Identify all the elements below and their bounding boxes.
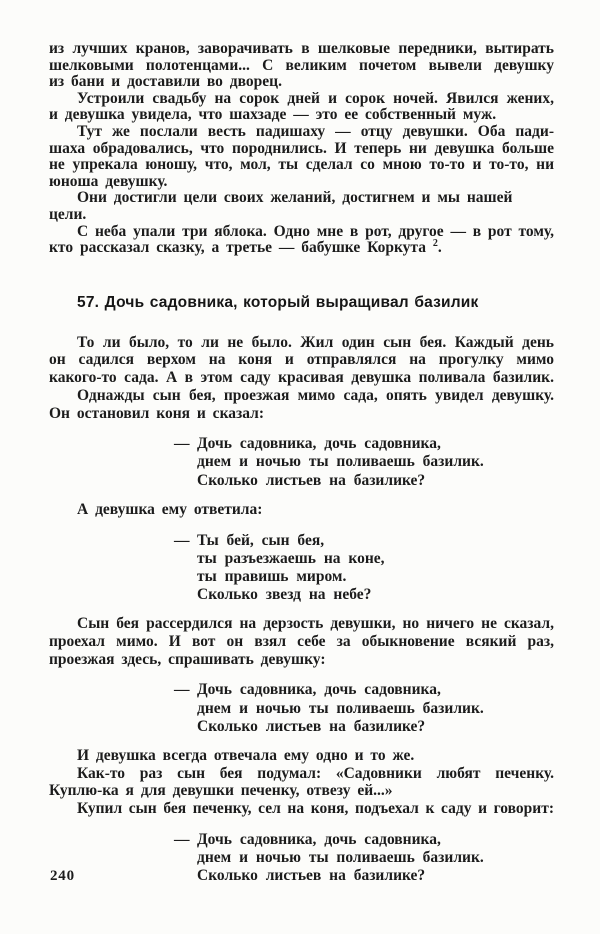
text-line: Устроили свадьбу на сорок дней и сорок ночей. Явился жених,: [77, 89, 554, 107]
verse-dash: —: [174, 681, 190, 699]
paragraph: [49, 91, 554, 124]
verse-stanza: [49, 532, 554, 605]
paragraph: [49, 41, 554, 91]
verse-line: ты правишь миром.: [197, 567, 347, 585]
text-line: Тут же послали весть падишаху — отцу девушки. Оба пади-: [77, 122, 554, 140]
verse-dash: —: [174, 435, 190, 453]
verse-line: днем и ночью ты поливаешь базилик.: [197, 699, 484, 717]
text-line: Однажды сын бея, проезжая мимо сада, опять увидел девушку.: [77, 386, 554, 404]
paragraph: [49, 190, 554, 223]
text-line: Он остановил коня и сказал:: [49, 404, 264, 422]
text-line: из бани и доставили во дворец.: [49, 73, 282, 91]
text-line: проезжая здесь, спрашивать девушку:: [49, 650, 326, 668]
paragraph: [49, 224, 554, 257]
verse-line: днем и ночью ты поливаешь базилик.: [197, 453, 484, 471]
verse-line: Сколько листьев на базилике?: [197, 717, 426, 735]
page-text-block: [49, 41, 554, 897]
footnote-marker: 2: [432, 237, 438, 249]
text-line: Как-то раз сын бея подумал: «Садовники любят печенку.: [77, 764, 554, 782]
text-line: То ли было, то ли не было. Жил один сын бея. Каждый день: [77, 333, 554, 351]
paragraph: [49, 765, 554, 800]
text-line: шаха обрадовались, что породнились. И теперь ни девушка больше: [49, 139, 554, 157]
verse-line: ты разъезжаешь на коне,: [197, 549, 385, 567]
text-line: и девушка увидела, что шахзаде — это ее собственный муж.: [49, 106, 497, 124]
verse-line: Ты бей, сын бея,: [197, 531, 325, 549]
text-line: он садился верхом на коня и отправлялся на прогулку мимо: [49, 351, 554, 369]
verse-line: днем и ночью ты поливаешь базилик.: [197, 849, 484, 867]
text-span: .: [437, 239, 442, 257]
text-line: А девушка ему ответила:: [77, 500, 263, 518]
text-line: Они достигли цели своих желаний, достигнем и мы нашей цели.: [49, 189, 513, 223]
paragraph: [49, 747, 554, 765]
verse-line: Дочь садовника, дочь садовника,: [197, 435, 441, 453]
story-heading: 57. Дочь садовника, который выращивал базилик: [77, 293, 479, 311]
text-line: Купил сын бея печенку, сел на коня, подъехал к саду и говорит:: [77, 800, 554, 818]
text-line: шелковыми полотенцами... С великим почетом вывели девушку: [49, 56, 554, 74]
text-line: Сын бея рассердился на дерзость девушки, но ничего не сказал,: [77, 615, 554, 633]
page-number: 240: [50, 868, 75, 884]
text-line-with-footnote: [49, 237, 554, 257]
verse-stanza: [49, 831, 554, 886]
paragraph: [49, 800, 554, 818]
text-line: из лучших кранов, заворачивать в шелковые передники, вытирать: [49, 40, 554, 57]
verse-dash: —: [174, 830, 190, 848]
text-line: юноша девушку.: [49, 172, 168, 190]
verse-line: Сколько листьев на базилике?: [197, 471, 426, 489]
paragraph: [49, 387, 554, 422]
paragraph: [49, 334, 554, 387]
verse-line: Дочь садовника, дочь садовника,: [197, 830, 441, 848]
verse-dash: —: [174, 531, 190, 549]
paragraph: [49, 501, 554, 519]
text-line: какого-то сада. А в этом саду красивая девушка поливала базилик.: [49, 369, 554, 387]
verse-line: Сколько листьев на базилике?: [197, 867, 426, 885]
text-line: не упрекала юношу, что, мол, ты сделал со мною то-то и то-то, ни: [49, 156, 554, 174]
verse-stanza: [49, 681, 554, 736]
verse-line: Сколько звезд на небе?: [197, 586, 372, 604]
text-line: Куплю-ка я для девушки печенку, отвезу ей...»: [49, 782, 393, 800]
text-line: С неба упали три яблока. Одно мне в рот, другое — в рот тому,: [77, 222, 554, 240]
paragraph: [49, 124, 554, 190]
text-line: И девушка всегда отвечала ему одно и то же.: [77, 747, 415, 765]
verse-line: Дочь садовника, дочь садовника,: [197, 681, 441, 699]
text-line: проехал мимо. И вот он взял себе за обыкновение всякий раз,: [49, 633, 554, 651]
text-span: кто рассказал сказку, а третье — бабушке Коркута: [49, 239, 433, 257]
paragraph: [49, 615, 554, 668]
verse-stanza: [49, 435, 554, 490]
